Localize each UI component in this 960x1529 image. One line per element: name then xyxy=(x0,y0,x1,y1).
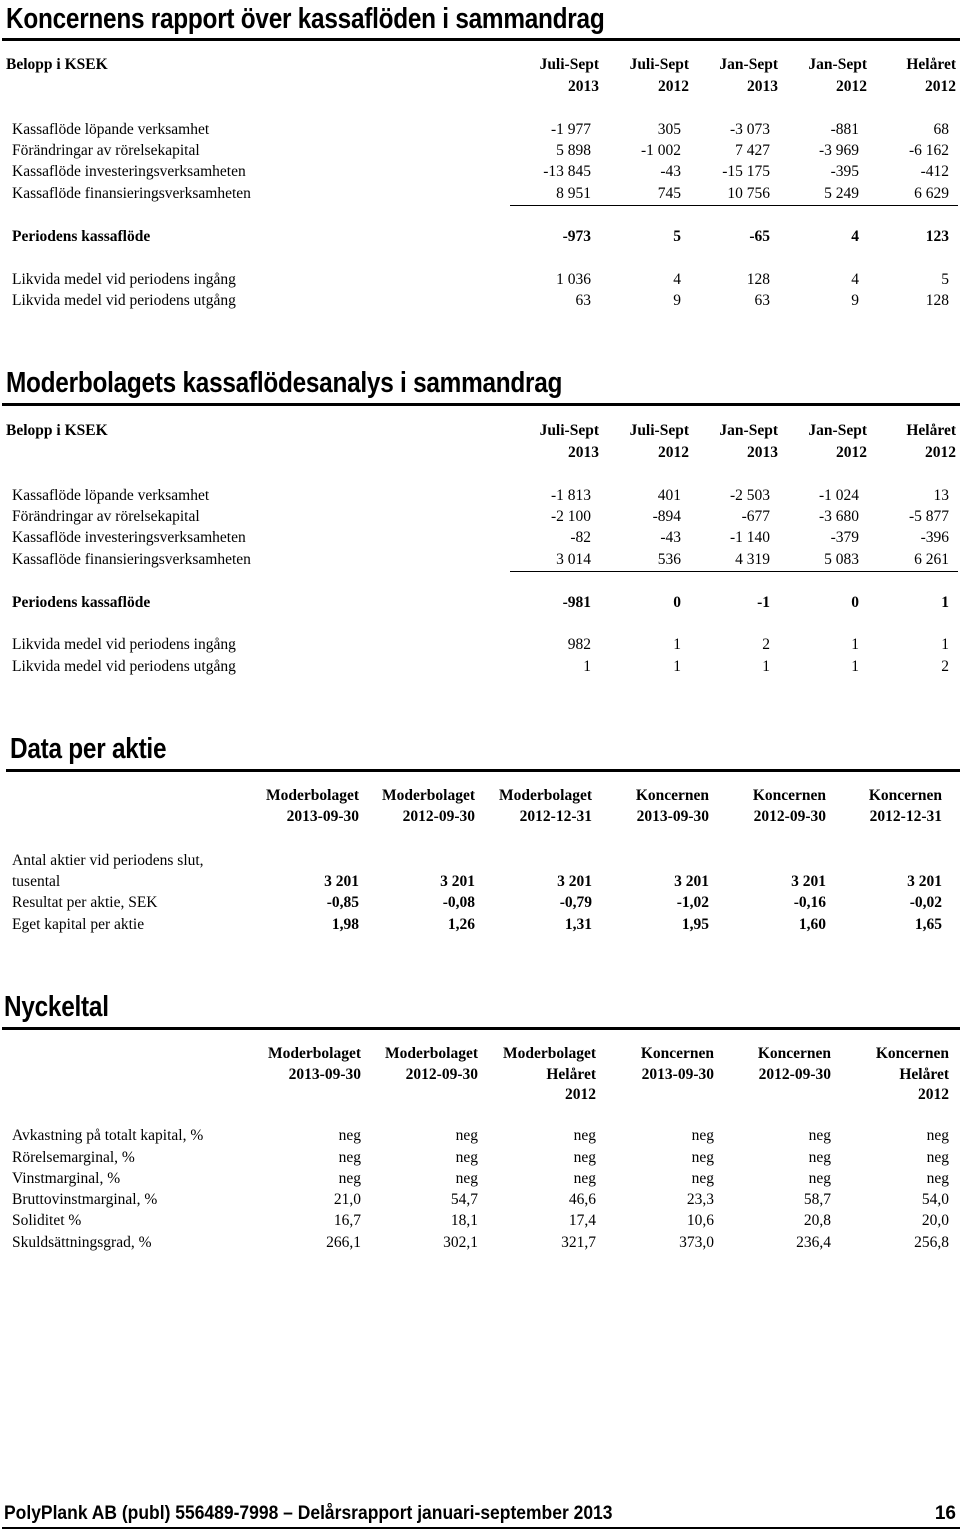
column-header: Moderbolaget xyxy=(503,1045,596,1062)
cell-value: -1 024 xyxy=(818,487,859,504)
cell-value: 21,0 xyxy=(333,1191,361,1208)
section-title-nyckeltal: Nyckeltal xyxy=(4,991,109,1023)
table-row xyxy=(0,914,960,935)
cell-value: 321,7 xyxy=(561,1234,596,1251)
header-label: Belopp i KSEK xyxy=(6,56,108,73)
table-header-row xyxy=(0,785,960,806)
cell-value: 1,31 xyxy=(564,916,592,933)
column-header: Juli-Sept xyxy=(539,422,599,439)
cell-value: neg xyxy=(573,1149,596,1166)
section-title-data-per-aktie: Data per aktie xyxy=(10,733,167,765)
cell-value: 373,0 xyxy=(679,1234,714,1251)
cell-value: 23,3 xyxy=(686,1191,714,1208)
cell-value: -881 xyxy=(830,121,859,138)
cell-value: 18,1 xyxy=(450,1212,478,1229)
section-rule xyxy=(2,1027,960,1030)
cell-value: 1 036 xyxy=(556,271,591,288)
cell-value: -0,85 xyxy=(326,894,359,911)
cell-value: 2 xyxy=(941,658,949,675)
cell-value: -0,16 xyxy=(793,894,826,911)
column-header: Moderbolaget xyxy=(499,787,592,804)
column-header: 2012-09-30 xyxy=(405,1066,478,1083)
column-header: 2012-09-30 xyxy=(402,808,475,825)
column-header: 2013-09-30 xyxy=(641,1066,714,1083)
cell-value: -1 xyxy=(757,594,770,611)
cell-value: -43 xyxy=(660,529,681,546)
cell-value: 10,6 xyxy=(686,1212,714,1229)
row-label: Avkastning på totalt kapital, % xyxy=(12,1127,204,1144)
cell-value: -973 xyxy=(562,228,591,245)
table-row xyxy=(0,1125,960,1146)
column-header: Jan-Sept xyxy=(719,56,778,73)
column-header: 2012 xyxy=(658,444,689,461)
column-header: 2013 xyxy=(568,78,599,95)
cell-value: -5 877 xyxy=(908,508,949,525)
cell-value: -3 073 xyxy=(729,121,770,138)
row-label: Antal aktier vid periodens slut, xyxy=(12,852,204,869)
column-header: Helåret xyxy=(546,1066,596,1083)
column-header: Moderbolaget xyxy=(268,1045,361,1062)
cell-value: 20,0 xyxy=(921,1212,949,1229)
row-label: Vinstmarginal, % xyxy=(12,1170,121,1187)
cell-value: 2 xyxy=(762,636,770,653)
table-header-row xyxy=(0,1064,960,1085)
cell-value: 1 xyxy=(851,658,859,675)
cell-value: 7 427 xyxy=(735,142,770,159)
cell-value: 745 xyxy=(657,185,681,202)
cell-value: neg xyxy=(926,1170,949,1187)
cell-value: -379 xyxy=(830,529,859,546)
column-header: Juli-Sept xyxy=(539,56,599,73)
row-label: Kassaflöde finansieringsverksamheten xyxy=(12,551,251,568)
cell-value: 5 xyxy=(673,228,681,245)
cell-value: 1 xyxy=(583,658,591,675)
column-header: 2013 xyxy=(568,444,599,461)
cell-value: neg xyxy=(338,1127,361,1144)
row-label: Rörelsemarginal, % xyxy=(12,1149,135,1166)
column-header: 2013-09-30 xyxy=(286,808,359,825)
row-label: Skuldsättningsgrad, % xyxy=(12,1234,152,1251)
table-row xyxy=(0,183,960,204)
row-label: Kassaflöde finansieringsverksamheten xyxy=(12,185,251,202)
table-row xyxy=(0,1189,960,1210)
cell-value: 982 xyxy=(567,636,591,653)
column-header: 2013-09-30 xyxy=(636,808,709,825)
cell-value: -1 002 xyxy=(640,142,681,159)
cell-value: -43 xyxy=(660,163,681,180)
cell-value: 536 xyxy=(657,551,681,568)
column-header: Juli-Sept xyxy=(629,422,689,439)
cell-value: 20,8 xyxy=(803,1212,831,1229)
cell-value: 3 201 xyxy=(907,873,942,890)
cell-value: neg xyxy=(808,1170,831,1187)
cell-value: -15 175 xyxy=(722,163,770,180)
row-label: Kassaflöde investeringsverksamheten xyxy=(12,529,246,546)
column-header: 2012 xyxy=(925,444,956,461)
cell-value: 3 201 xyxy=(791,873,826,890)
cell-value: -1,02 xyxy=(676,894,709,911)
cell-value: neg xyxy=(691,1127,714,1144)
column-header: Koncernen xyxy=(635,787,709,804)
table-row xyxy=(0,140,960,161)
cell-value: 5 xyxy=(941,271,949,288)
column-header: 2012 xyxy=(836,78,867,95)
column-header: Koncernen xyxy=(640,1045,714,1062)
page-footer xyxy=(4,1501,956,1527)
cell-value: -677 xyxy=(741,508,770,525)
table-row xyxy=(0,226,960,247)
cell-value: 0 xyxy=(673,594,681,611)
table-row xyxy=(0,549,960,570)
cell-value: neg xyxy=(573,1127,596,1144)
cell-value: neg xyxy=(808,1149,831,1166)
cell-value: 46,6 xyxy=(568,1191,596,1208)
table-row xyxy=(0,527,960,548)
section-rule xyxy=(2,38,960,41)
table-row xyxy=(0,634,960,655)
column-header: 2012 xyxy=(836,444,867,461)
cell-value: 1 xyxy=(941,594,949,611)
cell-value: 401 xyxy=(657,487,681,504)
row-label: tusental xyxy=(12,873,61,890)
section-title-moderbolag-kassaflode: Moderbolagets kassaflödesanalys i sammandrag xyxy=(6,367,563,399)
cell-value: -0,02 xyxy=(909,894,942,911)
cell-value: 236,4 xyxy=(796,1234,831,1251)
cell-value: 1,65 xyxy=(914,916,942,933)
column-header: 2013-09-30 xyxy=(288,1066,361,1083)
cell-value: 63 xyxy=(575,292,591,309)
column-header: 2012 xyxy=(925,78,956,95)
row-label: Resultat per aktie, SEK xyxy=(12,894,158,911)
table-row xyxy=(0,1210,960,1231)
cell-value: 16,7 xyxy=(333,1212,361,1229)
cell-value: -981 xyxy=(562,594,591,611)
cell-value: neg xyxy=(808,1127,831,1144)
cell-value: 6 261 xyxy=(914,551,949,568)
sum-rule xyxy=(510,205,958,206)
cell-value: 4 xyxy=(851,271,859,288)
column-header: 2012-12-31 xyxy=(869,808,942,825)
section-rule xyxy=(6,769,960,772)
cell-value: -395 xyxy=(830,163,859,180)
row-label: Likvida medel vid periodens utgång xyxy=(12,658,236,675)
cell-value: 1 xyxy=(673,658,681,675)
column-header: Koncernen xyxy=(875,1045,949,1062)
table-header-row xyxy=(0,76,960,97)
table-row xyxy=(0,871,960,892)
cell-value: 3 201 xyxy=(674,873,709,890)
table-header-row xyxy=(0,420,960,441)
sum-rule xyxy=(510,571,958,572)
cell-value: -0,79 xyxy=(559,894,592,911)
cell-value: 5 249 xyxy=(824,185,859,202)
section-rule xyxy=(2,403,960,406)
cell-value: 58,7 xyxy=(803,1191,831,1208)
cell-value: 1,98 xyxy=(331,916,359,933)
cell-value: 1 xyxy=(762,658,770,675)
cell-value: -2 503 xyxy=(729,487,770,504)
cell-value: 0 xyxy=(851,594,859,611)
cell-value: 305 xyxy=(657,121,681,138)
cell-value: 9 xyxy=(673,292,681,309)
cell-value: -412 xyxy=(920,163,949,180)
column-header: 2012-09-30 xyxy=(753,808,826,825)
cell-value: 302,1 xyxy=(443,1234,478,1251)
column-header: Helåret xyxy=(906,56,956,73)
table-row xyxy=(0,850,960,871)
cell-value: 1 xyxy=(673,636,681,653)
row-label: Soliditet % xyxy=(12,1212,82,1229)
column-header: 2012 xyxy=(918,1086,949,1103)
table-row xyxy=(0,119,960,140)
row-label: Likvida medel vid periodens ingång xyxy=(12,271,236,288)
column-header: Moderbolaget xyxy=(266,787,359,804)
column-header: 2012 xyxy=(658,78,689,95)
cell-value: 5 898 xyxy=(556,142,591,159)
table-row xyxy=(0,269,960,290)
cell-value: 9 xyxy=(851,292,859,309)
column-header: Juli-Sept xyxy=(629,56,689,73)
column-header: 2012 xyxy=(565,1086,596,1103)
cell-value: -82 xyxy=(570,529,591,546)
table-header-row xyxy=(0,54,960,75)
row-label: Eget kapital per aktie xyxy=(12,916,145,933)
table-row xyxy=(0,506,960,527)
section-title-koncern-kassaflode: Koncernens rapport över kassaflöden i sammandrag xyxy=(6,3,605,35)
cell-value: 266,1 xyxy=(326,1234,361,1251)
table-row xyxy=(0,485,960,506)
column-header: Koncernen xyxy=(757,1045,831,1062)
column-header: Jan-Sept xyxy=(719,422,778,439)
cell-value: 256,8 xyxy=(914,1234,949,1251)
cell-value: neg xyxy=(455,1149,478,1166)
table-row xyxy=(0,656,960,677)
cell-value: -3 969 xyxy=(818,142,859,159)
cell-value: 63 xyxy=(754,292,770,309)
table-row xyxy=(0,892,960,913)
cell-value: -396 xyxy=(920,529,949,546)
page-number: 16 xyxy=(934,1503,956,1524)
cell-value: neg xyxy=(338,1149,361,1166)
row-label: Periodens kassaflöde xyxy=(12,594,151,611)
row-label: Förändringar av rörelsekapital xyxy=(12,142,200,159)
cell-value: 68 xyxy=(933,121,949,138)
table-header-row xyxy=(0,806,960,827)
row-label: Kassaflöde löpande verksamhet xyxy=(12,487,210,504)
cell-value: 5 083 xyxy=(824,551,859,568)
row-label: Likvida medel vid periodens ingång xyxy=(12,636,236,653)
table-row xyxy=(0,290,960,311)
table-header-row xyxy=(0,442,960,463)
column-header: 2013 xyxy=(747,78,778,95)
cell-value: 4 xyxy=(851,228,859,245)
cell-value: -1 977 xyxy=(550,121,591,138)
cell-value: 128 xyxy=(746,271,770,288)
cell-value: 3 201 xyxy=(324,873,359,890)
row-label: Förändringar av rörelsekapital xyxy=(12,508,200,525)
column-header: Helåret xyxy=(899,1066,949,1083)
row-label: Periodens kassaflöde xyxy=(12,228,151,245)
row-label: Kassaflöde löpande verksamhet xyxy=(12,121,210,138)
cell-value: neg xyxy=(455,1170,478,1187)
cell-value: neg xyxy=(926,1149,949,1166)
cell-value: neg xyxy=(573,1170,596,1187)
column-header: Jan-Sept xyxy=(808,56,867,73)
cell-value: 6 629 xyxy=(914,185,949,202)
header-label: Belopp i KSEK xyxy=(6,422,108,439)
cell-value: 4 319 xyxy=(735,551,770,568)
cell-value: -13 845 xyxy=(543,163,591,180)
cell-value: neg xyxy=(926,1127,949,1144)
row-label: Likvida medel vid periodens utgång xyxy=(12,292,236,309)
column-header: Koncernen xyxy=(868,787,942,804)
cell-value: neg xyxy=(691,1170,714,1187)
cell-value: 17,4 xyxy=(568,1212,596,1229)
cell-value: 3 014 xyxy=(556,551,591,568)
cell-value: -1 813 xyxy=(550,487,591,504)
row-label: Bruttovinstmarginal, % xyxy=(12,1191,158,1208)
cell-value: 3 201 xyxy=(440,873,475,890)
column-header: 2013 xyxy=(747,444,778,461)
column-header: Moderbolaget xyxy=(382,787,475,804)
table-header-row xyxy=(0,1084,960,1105)
column-header: Moderbolaget xyxy=(385,1045,478,1062)
table-row xyxy=(0,1168,960,1189)
cell-value: 4 xyxy=(673,271,681,288)
cell-value: 1 xyxy=(851,636,859,653)
cell-value: neg xyxy=(338,1170,361,1187)
cell-value: -65 xyxy=(749,228,770,245)
cell-value: 1,95 xyxy=(681,916,709,933)
cell-value: 13 xyxy=(933,487,949,504)
cell-value: 1 xyxy=(941,636,949,653)
cell-value: -0,08 xyxy=(442,894,475,911)
column-header: Koncernen xyxy=(752,787,826,804)
cell-value: 10 756 xyxy=(727,185,770,202)
cell-value: neg xyxy=(691,1149,714,1166)
column-header: Jan-Sept xyxy=(808,422,867,439)
footer-text: PolyPlank AB (publ) 556489-7998 – Delårsrapport januari-september 2013 xyxy=(4,1503,613,1524)
cell-value: 1,60 xyxy=(798,916,826,933)
table-row xyxy=(0,161,960,182)
cell-value: -894 xyxy=(652,508,681,525)
cell-value: -3 680 xyxy=(818,508,859,525)
cell-value: 128 xyxy=(925,292,949,309)
cell-value: 123 xyxy=(925,228,949,245)
cell-value: 1,26 xyxy=(447,916,475,933)
table-row xyxy=(0,592,960,613)
column-header: 2012-09-30 xyxy=(758,1066,831,1083)
cell-value: 54,7 xyxy=(450,1191,478,1208)
cell-value: neg xyxy=(455,1127,478,1144)
table-row xyxy=(0,1147,960,1168)
column-header: Helåret xyxy=(906,422,956,439)
cell-value: 54,0 xyxy=(921,1191,949,1208)
table-row xyxy=(0,1232,960,1253)
column-header: 2012-12-31 xyxy=(519,808,592,825)
cell-value: -1 140 xyxy=(729,529,770,546)
cell-value: -6 162 xyxy=(908,142,949,159)
cell-value: 8 951 xyxy=(556,185,591,202)
cell-value: -2 100 xyxy=(550,508,591,525)
table-header-row xyxy=(0,1043,960,1064)
row-label: Kassaflöde investeringsverksamheten xyxy=(12,163,246,180)
cell-value: 3 201 xyxy=(557,873,592,890)
